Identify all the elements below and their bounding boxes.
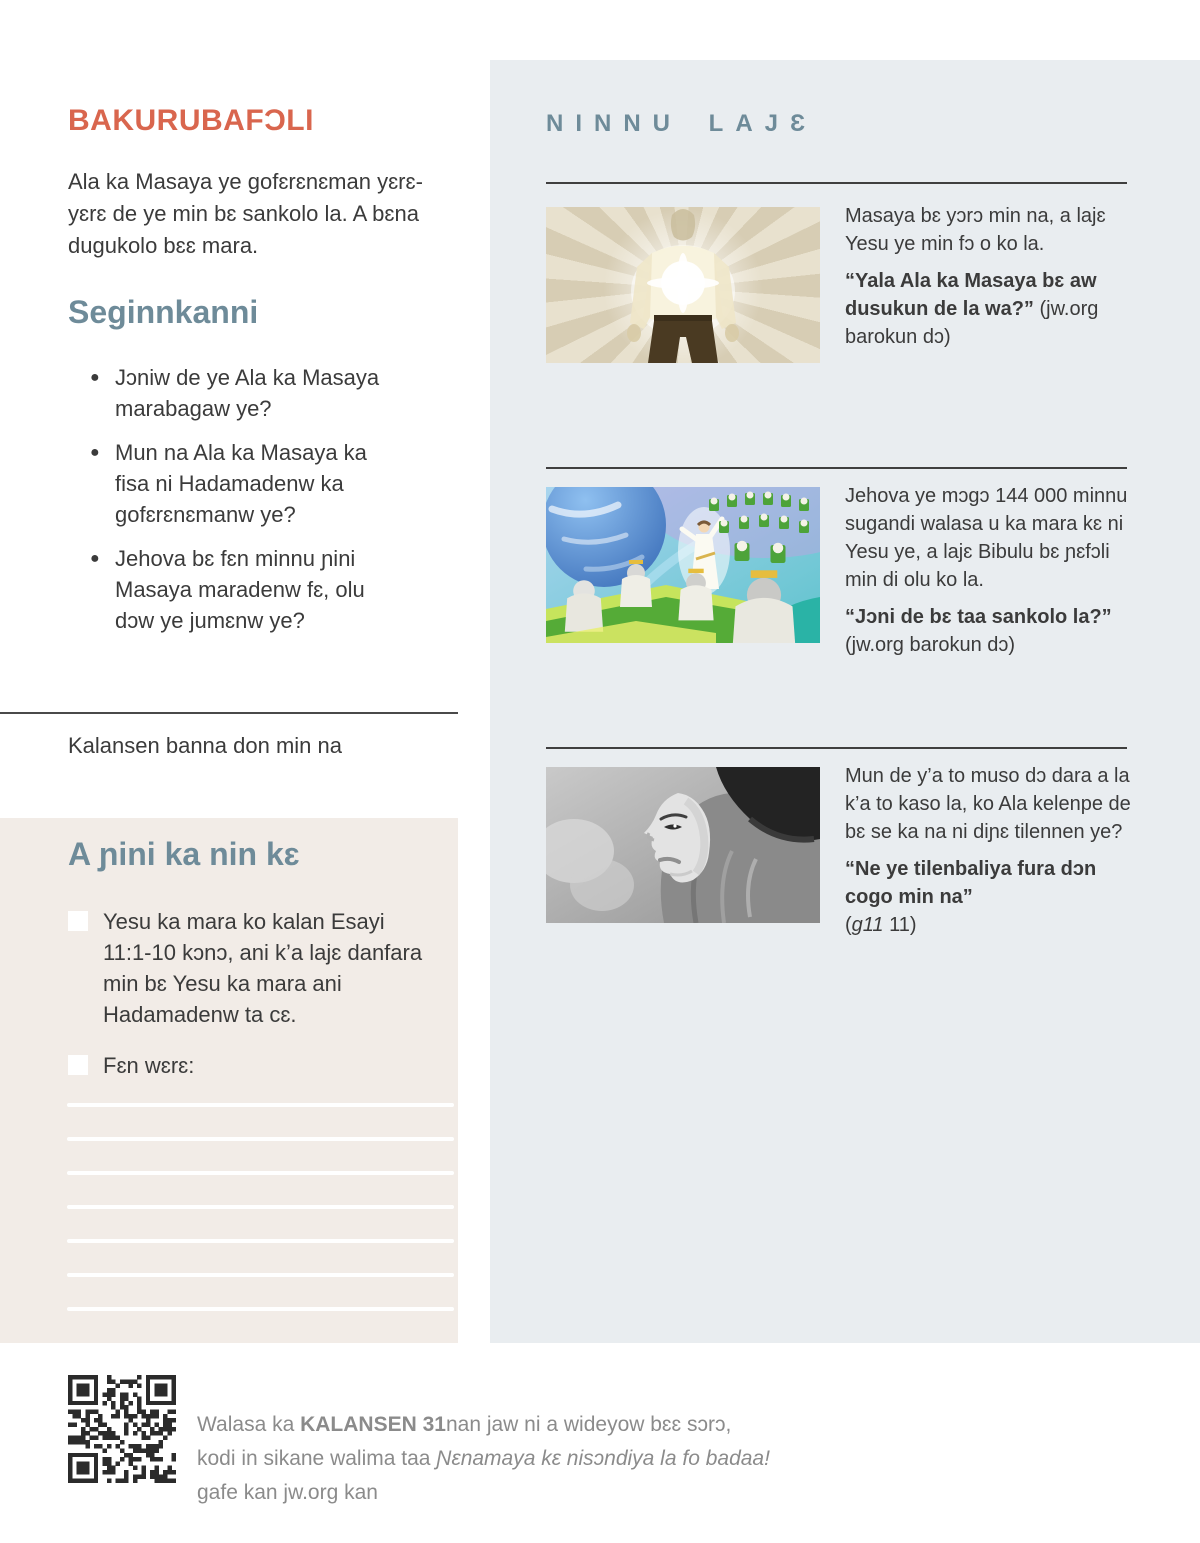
divider bbox=[546, 747, 1127, 749]
media-item-body: Jehova ye mɔgɔ 144 000 minnu sugandi walasa u ka mara kɛ ni Yesu ye, a lajɛ Bibulu bɛ ɲɛfɔli min di olu ko la. bbox=[845, 485, 1128, 591]
woman-portrait bbox=[546, 767, 820, 923]
write-line bbox=[67, 1205, 454, 1209]
footer-line bbox=[197, 1408, 837, 1442]
write-line bbox=[67, 1307, 454, 1311]
write-line bbox=[67, 1103, 454, 1107]
lesson-number: KALANSEN 31 bbox=[300, 1413, 446, 1436]
quote-source bbox=[845, 911, 1147, 939]
intro-paragraph: Ala ka Masaya ye gofɛrɛnɛman yɛrɛ-yɛrɛ de ye min bɛ sankolo la. A bɛna dugukolo bɛɛ mara. bbox=[68, 169, 423, 258]
checkbox-icon bbox=[68, 1055, 88, 1075]
bullet-icon: ● bbox=[90, 369, 100, 386]
review-title: Seginnkanni bbox=[68, 294, 259, 330]
bullet-icon: ● bbox=[90, 444, 100, 461]
quote-source: (jw.org barokun dɔ) bbox=[845, 634, 1016, 656]
qr-code bbox=[68, 1375, 176, 1483]
source-post: 11) bbox=[883, 914, 917, 936]
divider bbox=[0, 712, 458, 714]
try-panel-title: A ɲini ka nin kɛ bbox=[68, 836, 300, 872]
review-question: Mun na Ala ka Masaya ka fisa ni Hadamadenw ka gofɛrɛnɛmanw ye? bbox=[115, 440, 367, 527]
media-item-text bbox=[845, 202, 1147, 351]
write-line bbox=[67, 1239, 454, 1243]
checklist-item-label: Fɛn wɛrɛ: bbox=[103, 1053, 195, 1078]
footer-text-segment: nan jaw ni a wideyow bɛɛ sɔrɔ, bbox=[445, 1413, 732, 1436]
review-question-list bbox=[68, 362, 398, 649]
illustration-jesus-thrones bbox=[546, 487, 820, 643]
footer-note bbox=[197, 1408, 837, 1510]
review-question: Jɔniw de ye Ala ka Masaya marabagaw ye? bbox=[115, 365, 380, 421]
media-item-text bbox=[845, 482, 1147, 659]
quote-title: “Yala Ala ka Masaya bɛ aw dusukun de la wa?” bbox=[845, 270, 1097, 320]
checkbox-icon bbox=[68, 911, 88, 931]
media-item-body: Masaya bɛ yɔrɔ min na, a lajɛ Yesu ye min fɔ o ko la. bbox=[845, 205, 1106, 255]
media-item-quote bbox=[845, 603, 1147, 659]
footer-text-segment: kodi in sikane walima taa bbox=[197, 1447, 437, 1470]
media-item-text bbox=[845, 762, 1147, 939]
list-item bbox=[68, 437, 398, 530]
media-item-body: Mun de y’a to muso dɔ dara a la k’a to kaso la, ko Ala kelenpe de bɛ se ka na ni diɲɛ tilennen ye? bbox=[845, 765, 1131, 843]
source-publication: g11 bbox=[851, 914, 884, 936]
divider bbox=[546, 182, 1127, 184]
divider bbox=[546, 467, 1127, 469]
illustration-woman-portrait bbox=[546, 767, 820, 923]
watch-these-panel bbox=[490, 60, 1200, 1343]
media-item-quote bbox=[845, 855, 1147, 911]
page-kicker: BAKURUBAFƆLI bbox=[68, 104, 314, 137]
source-pre: ( bbox=[845, 914, 852, 936]
publication-title: Ɲɛnamaya kɛ nisɔndiya la fo badaa! bbox=[436, 1447, 770, 1470]
write-line bbox=[67, 1171, 454, 1175]
media-item-quote bbox=[845, 267, 1147, 351]
try-this-panel bbox=[0, 818, 458, 1343]
thrones-scene bbox=[546, 487, 820, 643]
footer-line: gafe kan jw.org kan bbox=[197, 1481, 378, 1504]
checklist-item bbox=[68, 906, 425, 1030]
lesson-completed-label: Kalansen banna don min na bbox=[68, 733, 342, 758]
list-item bbox=[68, 543, 398, 636]
write-line bbox=[67, 1137, 454, 1141]
footer-line bbox=[197, 1442, 837, 1476]
quote-title: “Jɔni de bɛ taa sankolo la?” bbox=[845, 606, 1112, 628]
bullet-icon: ● bbox=[90, 550, 100, 567]
illustration-man-glowing-heart bbox=[546, 207, 820, 363]
quote-title: “Ne ye tilenbaliya fura dɔn cogo min na” bbox=[845, 858, 1097, 908]
quote-source: (jw.org barokun dɔ) bbox=[845, 298, 1099, 348]
checklist-item-label: Yesu ka mara ko kalan Esayi 11:1-10 kɔnɔ, ani k’a lajɛ danfara min bɛ Yesu ka mara ani Hadamadenw ta cɛ. bbox=[103, 909, 423, 1027]
man-figure bbox=[546, 207, 820, 363]
watch-panel-title: NINNU LAJƐ bbox=[546, 110, 818, 137]
footer-text-segment: Walasa ka bbox=[197, 1413, 301, 1436]
review-question: Jehova bɛ fɛn minnu ɲini Masaya maradenw fɛ, olu dɔw ye jumɛnw ye? bbox=[115, 546, 365, 633]
list-item bbox=[68, 362, 398, 424]
write-line bbox=[67, 1273, 454, 1277]
checklist-item bbox=[68, 1050, 425, 1081]
